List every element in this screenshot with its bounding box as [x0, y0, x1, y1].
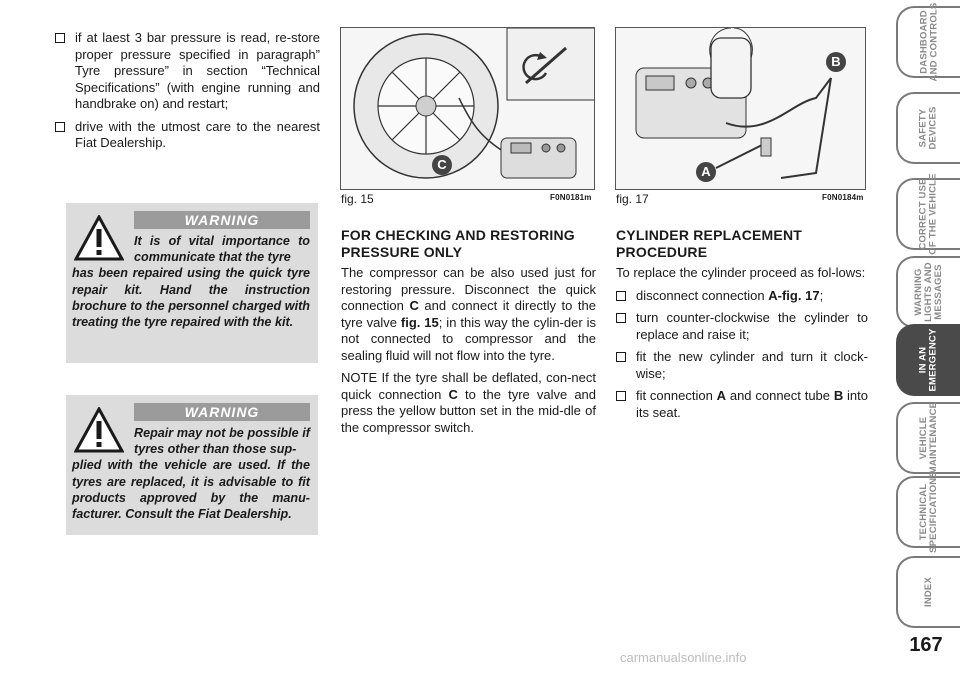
warning-label: WARNING: [134, 211, 310, 229]
paragraph: To replace the cylinder proceed as fol-lows:: [616, 265, 866, 280]
paragraph-note: NOTE If the tyre shall be deflated, con-nect quick connection C to the tyre valve and press the yellow button set in the mid-dle of the compressor switch.: [341, 370, 597, 435]
warning-text: Repair may not be possible if tyres other than those sup- plied with the vehicle are used. If the tyres are replaced, it is advisable to fit products approved by the manu-facturer. Consult the Fiat Dealership.: [72, 426, 310, 522]
checkbox-bullet-icon: [616, 391, 626, 401]
figure-17-cylinder: [615, 27, 866, 190]
warning-triangle-icon: [74, 215, 124, 261]
tyre-compressor-illustration: [341, 28, 595, 190]
list-item: turn counter-clockwise the cylinder to replace and raise it;: [616, 310, 868, 343]
list-item: if at laest 3 bar pressure is read, re-store proper pressure specified in paragraph” Tyre pressure” in section “Technical Specifications” (with engine running and handbrake on) and restart;: [55, 30, 320, 113]
section-cylinder-replacement: [616, 227, 868, 427]
figure-15-tyre-compressor: [340, 27, 595, 190]
checkbox-bullet-icon: [616, 313, 626, 323]
section-heading: CYLINDER REPLACEMENT PROCEDURE: [616, 227, 803, 260]
callout-a: A: [696, 162, 716, 182]
list-item: fit the new cylinder and turn it clock-wise;: [616, 349, 868, 382]
page-number: 167: [909, 634, 943, 656]
section-tabs: [896, 0, 960, 676]
warning-text: It is of vital importance to communicate that the tyre has been repaired using the quick tyre repair kit. Hand the instruction brochure to the personnel charged with treating the tyre repaired with the kit.: [72, 234, 310, 330]
tab-technical-specifications[interactable]: TECHNICAL SPECIFICATIONS: [896, 476, 960, 548]
cylinder-illustration: [616, 28, 866, 190]
steps-list: [616, 288, 868, 422]
warning-label: WARNING: [134, 403, 310, 421]
tab-safety-devices[interactable]: SAFETY DEVICES: [896, 92, 960, 164]
warning-box-tyres: [66, 395, 318, 535]
tab-correct-use[interactable]: CORRECT USE OF THE VEHICLE: [896, 178, 960, 250]
checkbox-bullet-icon: [55, 122, 65, 132]
callout-c: C: [432, 155, 452, 175]
figure-caption: fig. 15: [341, 192, 374, 206]
tab-dashboard-and-controls[interactable]: DASHBOARD AND CONTROLS: [896, 6, 960, 78]
list-item: fit connection A and connect tube B into its seat.: [616, 388, 868, 421]
figure-caption: fig. 17: [616, 192, 649, 206]
left-bullet-list: [55, 30, 320, 158]
tab-vehicle-maintenance[interactable]: VEHICLE MAINTENANCE: [896, 402, 960, 474]
checkbox-bullet-icon: [55, 33, 65, 43]
section-heading: FOR CHECKING AND RESTORING PRESSURE ONLY: [341, 227, 575, 260]
figure-code: F0N0181m: [550, 193, 592, 202]
callout-b: B: [826, 52, 846, 72]
checkbox-bullet-icon: [616, 291, 626, 301]
warning-box-kit: [66, 203, 318, 363]
watermark: carmanualsonline.info: [620, 650, 747, 665]
tab-in-an-emergency[interactable]: IN AN EMERGENCY: [896, 324, 960, 396]
section-checking-pressure: [341, 227, 596, 442]
figure-code: F0N0184m: [822, 193, 864, 202]
paragraph: The compressor can be also used just for restoring pressure. Disconnect the quick connection C and connect it directly to the tyre valve fig. 15; in this way the cylin-der is not connected to compressor and the sealing fluid will not flow into the tyre.: [341, 265, 597, 363]
checkbox-bullet-icon: [616, 352, 626, 362]
tab-index[interactable]: INDEX: [896, 556, 960, 628]
list-item: drive with the utmost care to the nearest Fiat Dealership.: [55, 119, 320, 152]
warning-triangle-icon: [74, 407, 124, 453]
tab-warning-lights[interactable]: WARNING LIGHTS AND MESSAGES: [896, 256, 960, 328]
list-item: disconnect connection A-fig. 17;: [616, 288, 868, 305]
